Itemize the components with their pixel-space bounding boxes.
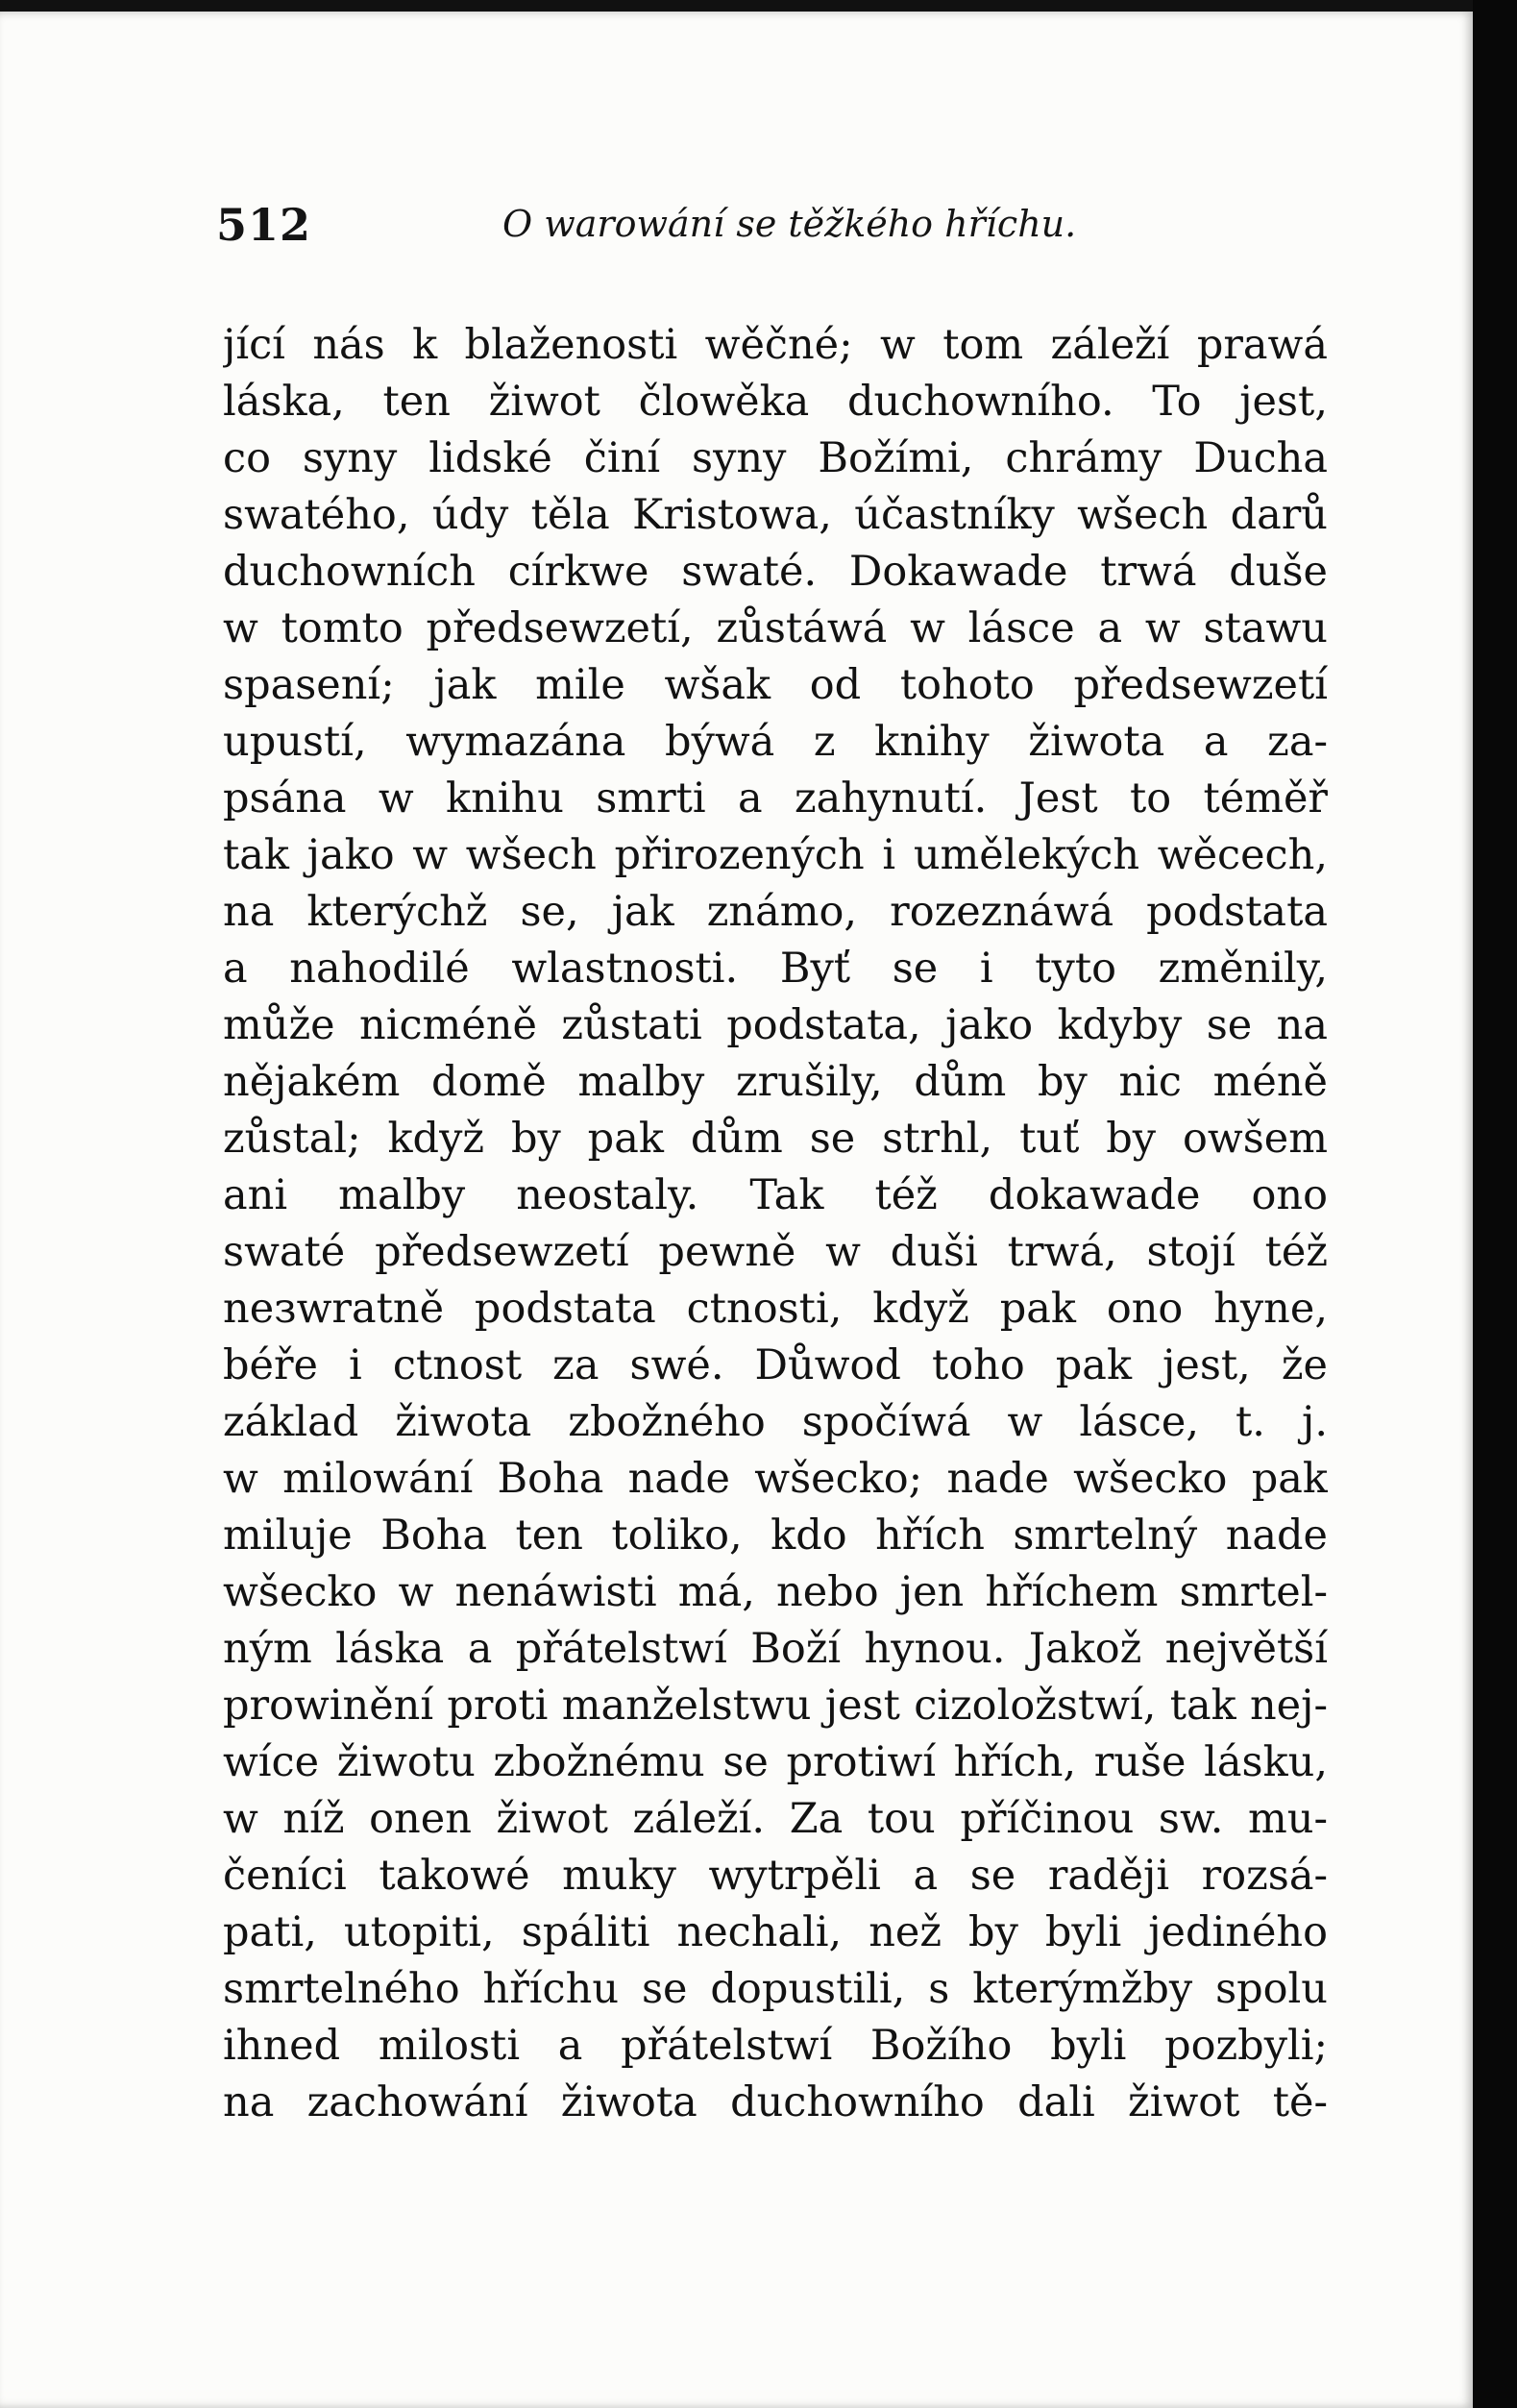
- text-line: smrtelného hříchu se dopustili, s kterýmžby spolu: [223, 1965, 1328, 2013]
- text-line: ihned milosti a přátelstwí Božího byli pozbyli;: [223, 2022, 1328, 2070]
- text-line: w tomto předsewzetí, zůstáwá w lásce a w stawu: [223, 604, 1328, 652]
- text-line: upustí, wymazána býwá z knihy žiwota a za-: [223, 718, 1328, 766]
- book-page: [0, 12, 1475, 2408]
- text-line: spasení; jak mile wšak od tohoto předsewzetí: [223, 661, 1328, 709]
- text-line: láska, ten žiwot člowěka duchowního. To jest,: [223, 378, 1328, 426]
- text-line: ani malby neostaly. Tak též dokawade ono: [223, 1171, 1328, 1219]
- text-line: w milowání Boha nade wšecko; nade wšecko pak: [223, 1455, 1328, 1503]
- text-line: tak jako w wšech přirozených i umělekých wěcech,: [223, 831, 1328, 879]
- text-line: prowinění proti manželstwu jest cizoložstwí, tak nej-: [223, 1682, 1328, 1730]
- text-line: swatého, údy těla Kristowa, účastníky wšech darů: [223, 491, 1328, 539]
- page-header: [216, 199, 1331, 266]
- text-line: swaté předsewzetí pewně w duši trwá, stojí též: [223, 1228, 1328, 1276]
- text-line: co syny lidské činí syny Božími, chrámy Ducha: [223, 434, 1328, 482]
- text-line: zůstal; když by pak dům se strhl, tuť by owšem: [223, 1115, 1328, 1163]
- text-line: wíce žiwotu zbožnému se protiwí hřích, ruše lásku,: [223, 1738, 1328, 1786]
- page-number: 512: [216, 199, 312, 251]
- text-line: wšecko w nenáwisti má, nebo jen hříchem smrtel-: [223, 1568, 1328, 1616]
- text-line: w níž onen žiwot záleží. Za tou příčinou sw. mu-: [223, 1795, 1328, 1843]
- body-text: [223, 317, 1328, 2131]
- text-line: psána w knihu smrti a zahynutí. Jest to téměř: [223, 774, 1328, 823]
- text-line: nějakém domě malby zrušily, dům by nic méně: [223, 1058, 1328, 1106]
- text-line: béře i ctnost za swé. Důwod toho pak jest, že: [223, 1341, 1328, 1389]
- text-line: na kterýchž se, jak známo, rozeznáwá podstata: [223, 888, 1328, 936]
- text-line: ným láska a přátelstwí Boží hynou. Jakož největší: [223, 1625, 1328, 1673]
- text-line: základ žiwota zbožného spočíwá w lásce, t. j.: [223, 1398, 1328, 1446]
- text-line: duchowních církwe swaté. Dokawade trwá duše: [223, 548, 1328, 596]
- text-line: a nahodilé wlastnosti. Byť se i tyto změnily,: [223, 945, 1328, 993]
- text-line: na zachowání žiwota duchowního dali žiwot tě-: [223, 2078, 1328, 2126]
- running-title: O warowání se těžkého hříchu.: [502, 203, 1077, 245]
- text-line: může nicméně zůstati podstata, jako kdyby se na: [223, 1001, 1328, 1049]
- text-line: miluje Boha ten toliko, kdo hřích smrtelný nade: [223, 1511, 1328, 1560]
- text-line: čeníci takowé muky wytrpěli a se raději rozsá-: [223, 1852, 1328, 1900]
- text-line: jící nás k blaženosti wěčné; w tom záleží prawá: [223, 321, 1328, 369]
- scan-edge-right: [1473, 0, 1517, 2408]
- text-line: pati, utopiti, spáliti nechali, než by byli jediného: [223, 1908, 1328, 1956]
- text-line: neзwratně podstata ctnosti, když pak ono hyne,: [223, 1285, 1328, 1333]
